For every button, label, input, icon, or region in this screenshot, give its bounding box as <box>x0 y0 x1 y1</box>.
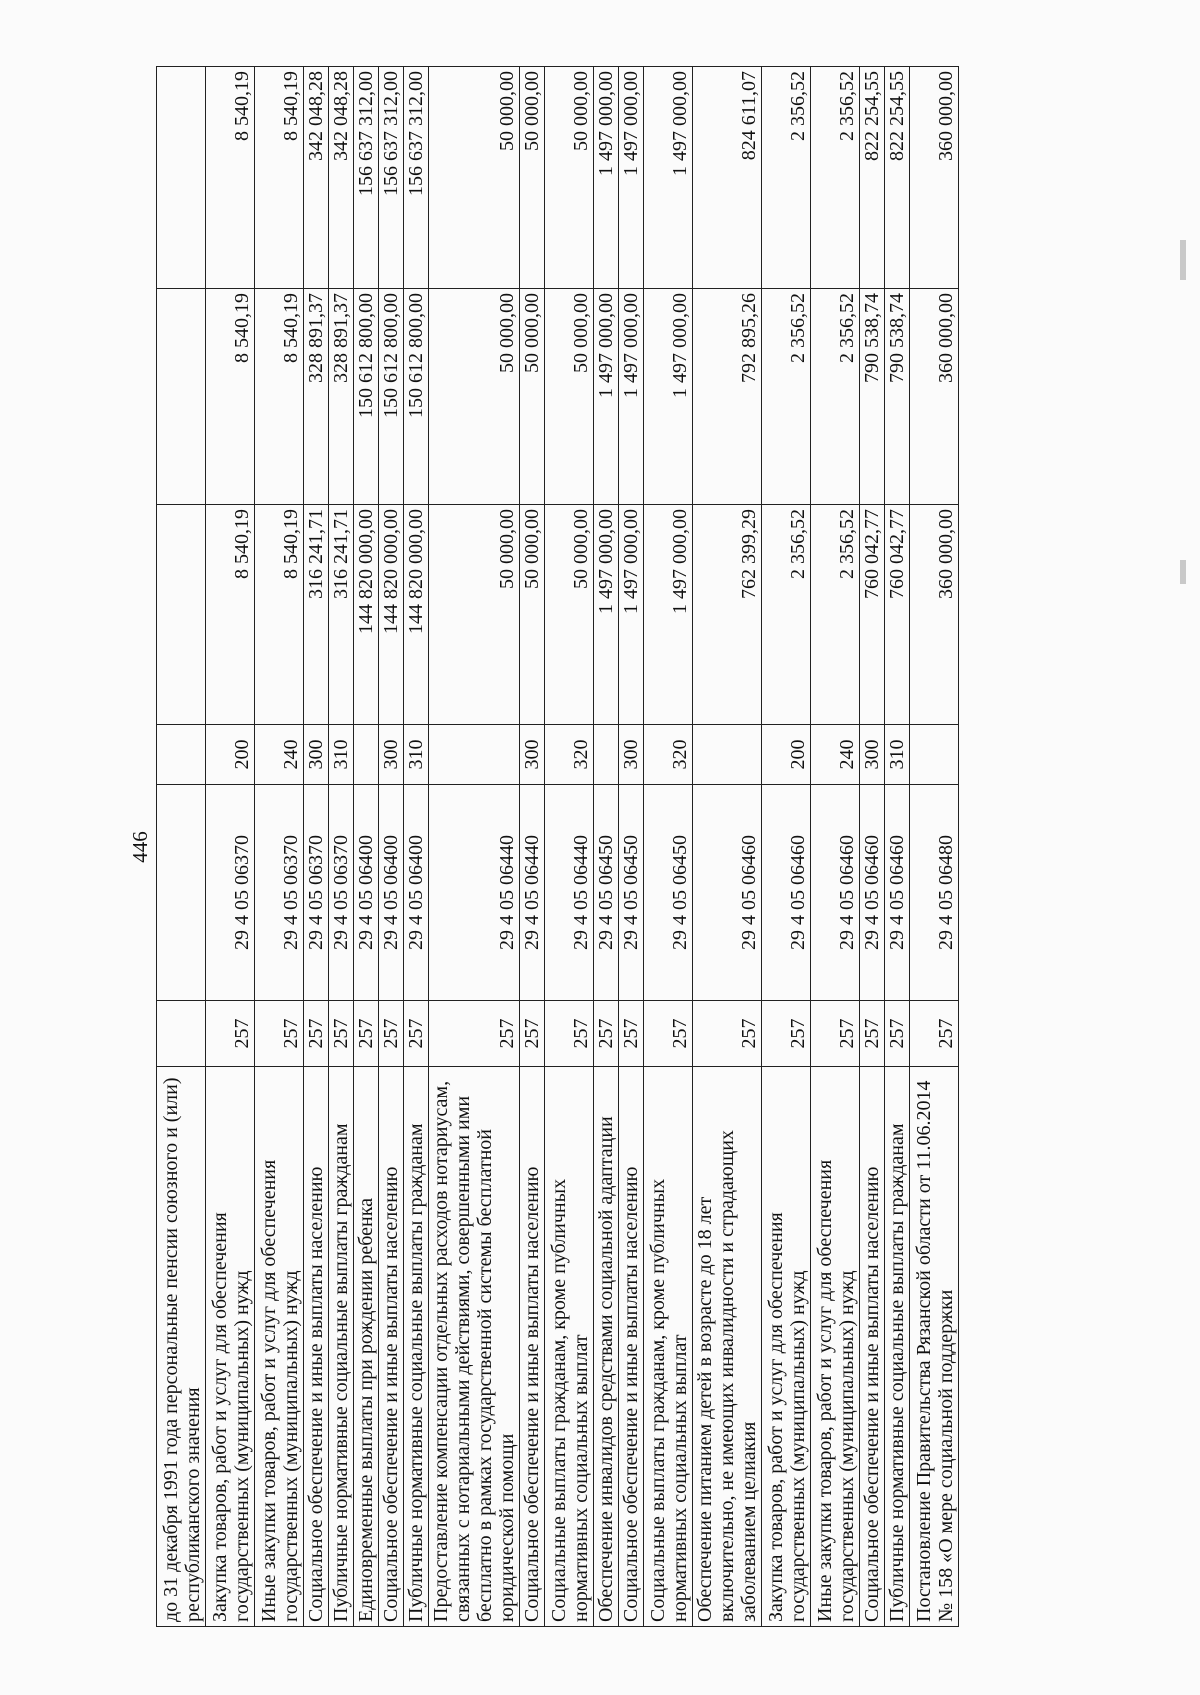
row-target-article: 29 4 05 06450 <box>619 785 644 1001</box>
row-amount-3: 8 540,19 <box>206 67 255 289</box>
row-name: Социальное обеспечение и иные выплаты населению <box>520 1067 545 1627</box>
row-name: Единовременные выплаты при рождении ребенка <box>354 1067 379 1627</box>
row-expense-kind: 300 <box>520 725 545 785</box>
row-name: Постановление Правительства Рязанской области от 11.06.2014 № 158 «О мере социальной поддержки <box>910 1067 959 1627</box>
row-expense-kind: 200 <box>206 725 255 785</box>
row-amount-3: 2 356,52 <box>811 67 860 289</box>
row-grbs: 257 <box>644 1001 693 1067</box>
row-grbs: 257 <box>762 1001 811 1067</box>
row-amount-3: 1 497 000,00 <box>619 67 644 289</box>
row-target-article: 29 4 05 06400 <box>354 785 379 1001</box>
row-grbs: 257 <box>429 1001 520 1067</box>
row-amount-3: 156 637 312,00 <box>404 67 429 289</box>
table-row <box>594 67 619 1627</box>
row-amount-1: 144 820 000,00 <box>354 505 379 725</box>
row-amount-3: 50 000,00 <box>545 67 594 289</box>
row-amount-3: 360 000,00 <box>910 67 959 289</box>
row-amount-1: 762 399,29 <box>693 505 762 725</box>
row-amount-2: 328 891,37 <box>329 289 354 505</box>
row-amount-3: 342 048,28 <box>304 67 329 289</box>
table-row <box>157 67 206 1627</box>
row-grbs <box>157 1001 206 1067</box>
row-target-article <box>157 785 206 1001</box>
row-amount-3: 156 637 312,00 <box>354 67 379 289</box>
row-target-article: 29 4 05 06370 <box>329 785 354 1001</box>
row-target-article: 29 4 05 06440 <box>429 785 520 1001</box>
row-target-article: 29 4 05 06370 <box>206 785 255 1001</box>
row-amount-1: 144 820 000,00 <box>404 505 429 725</box>
row-amount-2 <box>157 289 206 505</box>
row-target-article: 29 4 05 06460 <box>811 785 860 1001</box>
row-amount-1: 50 000,00 <box>520 505 545 725</box>
row-amount-3: 2 356,52 <box>762 67 811 289</box>
row-name: Предоставление компенсации отдельных расходов нотариусам, связанных с нотариальными действиями, совершенными ими бесплатно в рамках государственной системы бесплатной юридической помощи <box>429 1067 520 1627</box>
row-amount-2: 150 612 800,00 <box>379 289 404 505</box>
row-amount-2: 1 497 000,00 <box>594 289 619 505</box>
row-expense-kind: 300 <box>379 725 404 785</box>
row-name: Социальное обеспечение и иные выплаты населению <box>619 1067 644 1627</box>
row-amount-1: 50 000,00 <box>545 505 594 725</box>
row-expense-kind: 310 <box>404 725 429 785</box>
row-expense-kind: 320 <box>545 725 594 785</box>
row-amount-1: 360 000,00 <box>910 505 959 725</box>
row-name: Иные закупки товаров, работ и услуг для обеспечения государственных (муниципальных) нужд <box>811 1067 860 1627</box>
row-expense-kind <box>429 725 520 785</box>
rotated-content <box>120 67 1180 1627</box>
row-grbs: 257 <box>619 1001 644 1067</box>
row-amount-1 <box>157 505 206 725</box>
row-amount-1: 316 241,71 <box>304 505 329 725</box>
row-amount-3: 342 048,28 <box>329 67 354 289</box>
row-grbs: 257 <box>354 1001 379 1067</box>
row-expense-kind <box>354 725 379 785</box>
row-amount-2: 1 497 000,00 <box>619 289 644 505</box>
row-expense-kind: 200 <box>762 725 811 785</box>
row-target-article: 29 4 05 06440 <box>520 785 545 1001</box>
table-row <box>885 67 910 1627</box>
row-name: Публичные нормативные социальные выплаты гражданам <box>885 1067 910 1627</box>
row-target-article: 29 4 05 06370 <box>255 785 304 1001</box>
row-target-article: 29 4 05 06370 <box>304 785 329 1001</box>
row-amount-2: 360 000,00 <box>910 289 959 505</box>
row-amount-1: 8 540,19 <box>206 505 255 725</box>
table-row <box>545 67 594 1627</box>
table-body <box>157 67 959 1627</box>
table-row <box>255 67 304 1627</box>
row-amount-2: 792 895,26 <box>693 289 762 505</box>
row-grbs: 257 <box>206 1001 255 1067</box>
row-name: Обеспечение инвалидов средствами социальной адаптации <box>594 1067 619 1627</box>
row-amount-1: 144 820 000,00 <box>379 505 404 725</box>
row-amount-3: 1 497 000,00 <box>644 67 693 289</box>
row-expense-kind: 310 <box>885 725 910 785</box>
scan-artifact <box>1180 560 1186 584</box>
row-name: Социальное обеспечение и иные выплаты населению <box>860 1067 885 1627</box>
row-amount-3: 8 540,19 <box>255 67 304 289</box>
table-row <box>910 67 959 1627</box>
row-expense-kind: 300 <box>860 725 885 785</box>
row-amount-2: 150 612 800,00 <box>404 289 429 505</box>
row-amount-2: 50 000,00 <box>520 289 545 505</box>
row-name: Публичные нормативные социальные выплаты гражданам <box>329 1067 354 1627</box>
row-amount-2: 328 891,37 <box>304 289 329 505</box>
row-amount-2: 8 540,19 <box>206 289 255 505</box>
row-amount-1: 8 540,19 <box>255 505 304 725</box>
row-target-article: 29 4 05 06460 <box>885 785 910 1001</box>
row-amount-2: 50 000,00 <box>429 289 520 505</box>
table-row <box>811 67 860 1627</box>
row-target-article: 29 4 05 06460 <box>860 785 885 1001</box>
row-grbs: 257 <box>910 1001 959 1067</box>
row-name: Публичные нормативные социальные выплаты гражданам <box>404 1067 429 1627</box>
table-row <box>304 67 329 1627</box>
row-expense-kind: 300 <box>304 725 329 785</box>
row-name: до 31 декабря 1991 года персональные пенсии союзного и (или) республиканского значения <box>157 1067 206 1627</box>
row-amount-1: 760 042,77 <box>860 505 885 725</box>
row-name: Обеспечение питанием детей в возрасте до 18 лет включительно, не имеющих инвалидности и страдающих заболеванием целиакия <box>693 1067 762 1627</box>
row-name: Закупка товаров, работ и услуг для обеспечения государственных (муниципальных) нужд <box>762 1067 811 1627</box>
table-row <box>520 67 545 1627</box>
row-amount-2: 790 538,74 <box>860 289 885 505</box>
row-target-article: 29 4 05 06460 <box>693 785 762 1001</box>
row-target-article: 29 4 05 06460 <box>762 785 811 1001</box>
row-target-article: 29 4 05 06400 <box>379 785 404 1001</box>
table-row <box>693 67 762 1627</box>
row-grbs: 257 <box>520 1001 545 1067</box>
row-grbs: 257 <box>811 1001 860 1067</box>
row-amount-2: 50 000,00 <box>545 289 594 505</box>
row-grbs: 257 <box>885 1001 910 1067</box>
row-expense-kind: 240 <box>255 725 304 785</box>
row-amount-3: 1 497 000,00 <box>594 67 619 289</box>
row-amount-2: 8 540,19 <box>255 289 304 505</box>
row-target-article: 29 4 05 06450 <box>644 785 693 1001</box>
row-amount-1: 1 497 000,00 <box>644 505 693 725</box>
row-name: Закупка товаров, работ и услуг для обеспечения государственных (муниципальных) нужд <box>206 1067 255 1627</box>
row-expense-kind: 240 <box>811 725 860 785</box>
row-amount-1: 1 497 000,00 <box>619 505 644 725</box>
row-target-article: 29 4 05 06480 <box>910 785 959 1001</box>
row-grbs: 257 <box>304 1001 329 1067</box>
row-name: Социальные выплаты гражданам, кроме публичных нормативных социальных выплат <box>644 1067 693 1627</box>
row-target-article: 29 4 05 06440 <box>545 785 594 1001</box>
row-amount-3: 822 254,55 <box>860 67 885 289</box>
row-amount-1: 760 042,77 <box>885 505 910 725</box>
row-grbs: 257 <box>379 1001 404 1067</box>
row-amount-1: 50 000,00 <box>429 505 520 725</box>
row-grbs: 257 <box>404 1001 429 1067</box>
table-row <box>644 67 693 1627</box>
budget-table <box>156 66 959 1627</box>
row-amount-3: 50 000,00 <box>520 67 545 289</box>
row-amount-3 <box>157 67 206 289</box>
row-expense-kind <box>910 725 959 785</box>
row-expense-kind: 310 <box>329 725 354 785</box>
row-amount-3: 822 254,55 <box>885 67 910 289</box>
row-name: Иные закупки товаров, работ и услуг для обеспечения государственных (муниципальных) нужд <box>255 1067 304 1627</box>
row-name: Социальные выплаты гражданам, кроме публичных нормативных социальных выплат <box>545 1067 594 1627</box>
table-row <box>762 67 811 1627</box>
row-expense-kind <box>693 725 762 785</box>
row-grbs: 257 <box>594 1001 619 1067</box>
row-grbs: 257 <box>693 1001 762 1067</box>
row-amount-1: 2 356,52 <box>762 505 811 725</box>
row-target-article: 29 4 05 06450 <box>594 785 619 1001</box>
row-amount-1: 2 356,52 <box>811 505 860 725</box>
row-name: Социальное обеспечение и иные выплаты населению <box>379 1067 404 1627</box>
page-number: 446 <box>128 831 152 863</box>
row-expense-kind <box>594 725 619 785</box>
row-amount-2: 150 612 800,00 <box>354 289 379 505</box>
row-amount-2: 2 356,52 <box>762 289 811 505</box>
row-amount-2: 1 497 000,00 <box>644 289 693 505</box>
row-grbs: 257 <box>329 1001 354 1067</box>
table-row <box>404 67 429 1627</box>
table-row <box>429 67 520 1627</box>
row-amount-2: 790 538,74 <box>885 289 910 505</box>
row-expense-kind: 320 <box>644 725 693 785</box>
table-row <box>860 67 885 1627</box>
row-amount-3: 824 611,07 <box>693 67 762 289</box>
row-grbs: 257 <box>545 1001 594 1067</box>
table-row <box>206 67 255 1627</box>
table-row <box>379 67 404 1627</box>
row-name: Социальное обеспечение и иные выплаты населению <box>304 1067 329 1627</box>
table-row <box>329 67 354 1627</box>
scan-artifact <box>1180 240 1186 280</box>
row-target-article: 29 4 05 06400 <box>404 785 429 1001</box>
row-grbs: 257 <box>860 1001 885 1067</box>
table-row <box>619 67 644 1627</box>
row-expense-kind: 300 <box>619 725 644 785</box>
row-amount-3: 156 637 312,00 <box>379 67 404 289</box>
row-expense-kind <box>157 725 206 785</box>
table-row <box>354 67 379 1627</box>
row-amount-2: 2 356,52 <box>811 289 860 505</box>
row-grbs: 257 <box>255 1001 304 1067</box>
row-amount-3: 50 000,00 <box>429 67 520 289</box>
row-amount-1: 316 241,71 <box>329 505 354 725</box>
row-amount-1: 1 497 000,00 <box>594 505 619 725</box>
